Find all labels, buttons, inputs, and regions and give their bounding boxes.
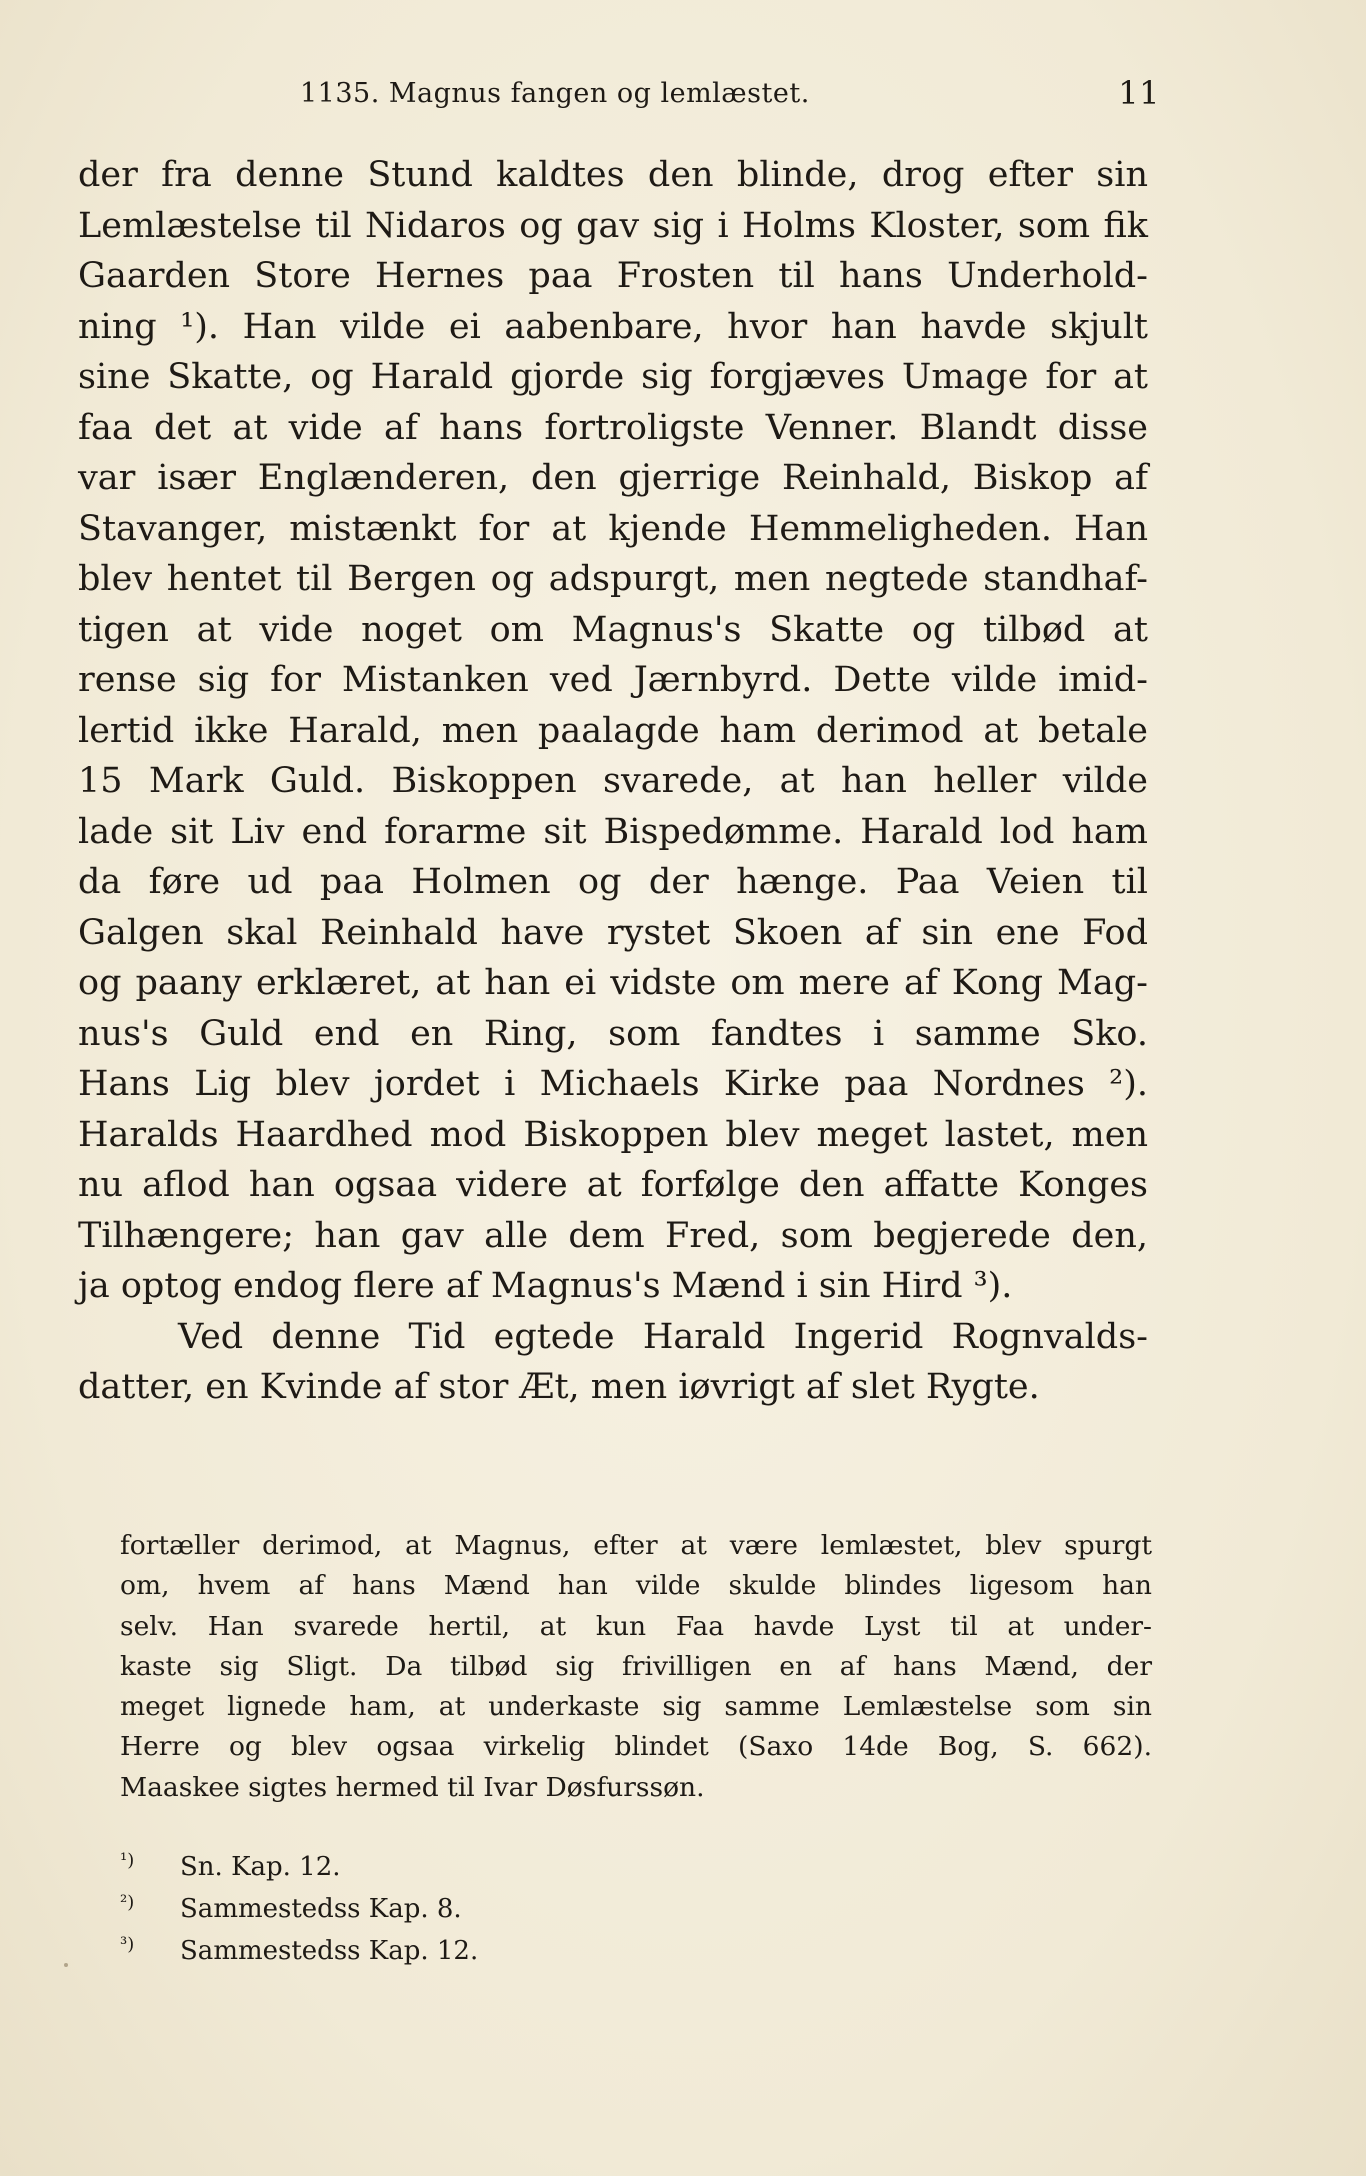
text-line: Hans Lig blev jordet i Michaels Kirke paa Nordnes ²). bbox=[78, 1064, 1148, 1104]
footnote-line: om, hvem af hans Mænd han vilde skulde blindes ligesom han bbox=[120, 1570, 1152, 1602]
text-line: Ved denne Tid egtede Harald Ingerid Rognvalds- bbox=[178, 1316, 1148, 1357]
text-line: da føre ud paa Holmen og der hænge. Paa Veien til bbox=[78, 862, 1148, 902]
footnote-continuation bbox=[120, 1526, 1152, 1808]
text-line: Gaarden Store Hernes paa Frosten til hans Underhold- bbox=[78, 256, 1148, 296]
footnote-line: kaste sig Sligt. Da tilbød sig frivilligen en af hans Mænd, der bbox=[120, 1650, 1152, 1682]
text-line: nus's Guld end en Ring, som fandtes i samme Sko. bbox=[78, 1013, 1148, 1054]
footnote-line: fortæller derimod, at Magnus, efter at være lemlæstet, blev spurgt bbox=[120, 1530, 1152, 1561]
note-mark: ¹) bbox=[120, 1850, 135, 1871]
text-line: blev hentet til Bergen og adspurgt, men negtede standhaf- bbox=[78, 559, 1148, 599]
page-number: 11 bbox=[1118, 74, 1160, 112]
text-line: lertid ikke Harald, men paalagde ham derimod at betale bbox=[78, 710, 1148, 751]
text-line: og paany erklæret, at han ei vidste om mere af Kong Mag- bbox=[78, 963, 1148, 1003]
text-line: tigen at vide noget om Magnus's Skatte og tilbød at bbox=[78, 609, 1148, 650]
text-line: Tilhængere; han gav alle dem Fred, som begjerede den, bbox=[78, 1215, 1148, 1256]
page-header bbox=[300, 74, 1160, 118]
note-text: Sn. Kap. 12. bbox=[180, 1852, 341, 1882]
note-text: Sammestedss Kap. 8. bbox=[180, 1894, 462, 1924]
text-line: nu aflod han ogsaa videre at forfølge den affatte Konges bbox=[78, 1165, 1148, 1205]
text-line: Lemlæstelse til Nidaros og gav sig i Holms Kloster, som fik bbox=[78, 205, 1148, 246]
running-title: 1135. Magnus fangen og lemlæstet. bbox=[300, 78, 810, 109]
text-line: Haralds Haardhed mod Biskoppen blev meget lastet, men bbox=[78, 1114, 1148, 1155]
reference-note bbox=[120, 1930, 720, 1972]
text-line: 15 Mark Guld. Biskoppen svarede, at han heller vilde bbox=[78, 761, 1148, 801]
text-line: der fra denne Stund kaldtes den blinde, drog efter sin bbox=[78, 155, 1148, 195]
footnote-line: Herre og blev ogsaa virkelig blindet (Saxo 14de Bog, S. 662). bbox=[120, 1731, 1152, 1763]
text-line: ja optog endog flere af Magnus's Mænd i sin Hird ³). bbox=[78, 1266, 1013, 1306]
footnote-line: Maaskee sigtes hermed til Ivar Døsfurssøn. bbox=[120, 1771, 705, 1803]
reference-note bbox=[120, 1846, 720, 1888]
footnote-line: meget lignede ham, at underkaste sig samme Lemlæstelse som sin bbox=[120, 1691, 1152, 1723]
footnote-line: selv. Han svarede hertil, at kun Faa havde Lyst til at under- bbox=[120, 1610, 1152, 1642]
reference-note bbox=[120, 1888, 720, 1930]
reference-notes bbox=[120, 1846, 720, 1972]
text-line: faa det at vide af hans fortroligste Venner. Blandt disse bbox=[78, 407, 1148, 448]
text-line: var især Englænderen, den gjerrige Reinhald, Biskop af bbox=[78, 458, 1148, 498]
text-line: datter, en Kvinde af stor Æt, men iøvrigt af slet Rygte. bbox=[78, 1367, 1040, 1407]
text-line: Stavanger, mistænkt for at kjende Hemmeligheden. Han bbox=[78, 508, 1148, 549]
print-speck bbox=[64, 1963, 68, 1967]
text-line: rense sig for Mistanken ved Jærnbyrd. Dette vilde imid- bbox=[78, 660, 1148, 700]
text-line: Galgen skal Reinhald have rystet Skoen af sin ene Fod bbox=[78, 912, 1148, 953]
note-text: Sammestedss Kap. 12. bbox=[180, 1936, 479, 1966]
note-mark: ³) bbox=[120, 1934, 135, 1955]
text-line: sine Skatte, og Harald gjorde sig forgjæves Umage for at bbox=[78, 357, 1148, 397]
main-text bbox=[78, 150, 1148, 1413]
text-line: ning ¹). Han vilde ei aabenbare, hvor han havde skjult bbox=[78, 306, 1148, 347]
text-line: lade sit Liv end forarme sit Bispedømme. Harald lod ham bbox=[78, 811, 1148, 852]
note-mark: ²) bbox=[120, 1892, 135, 1913]
